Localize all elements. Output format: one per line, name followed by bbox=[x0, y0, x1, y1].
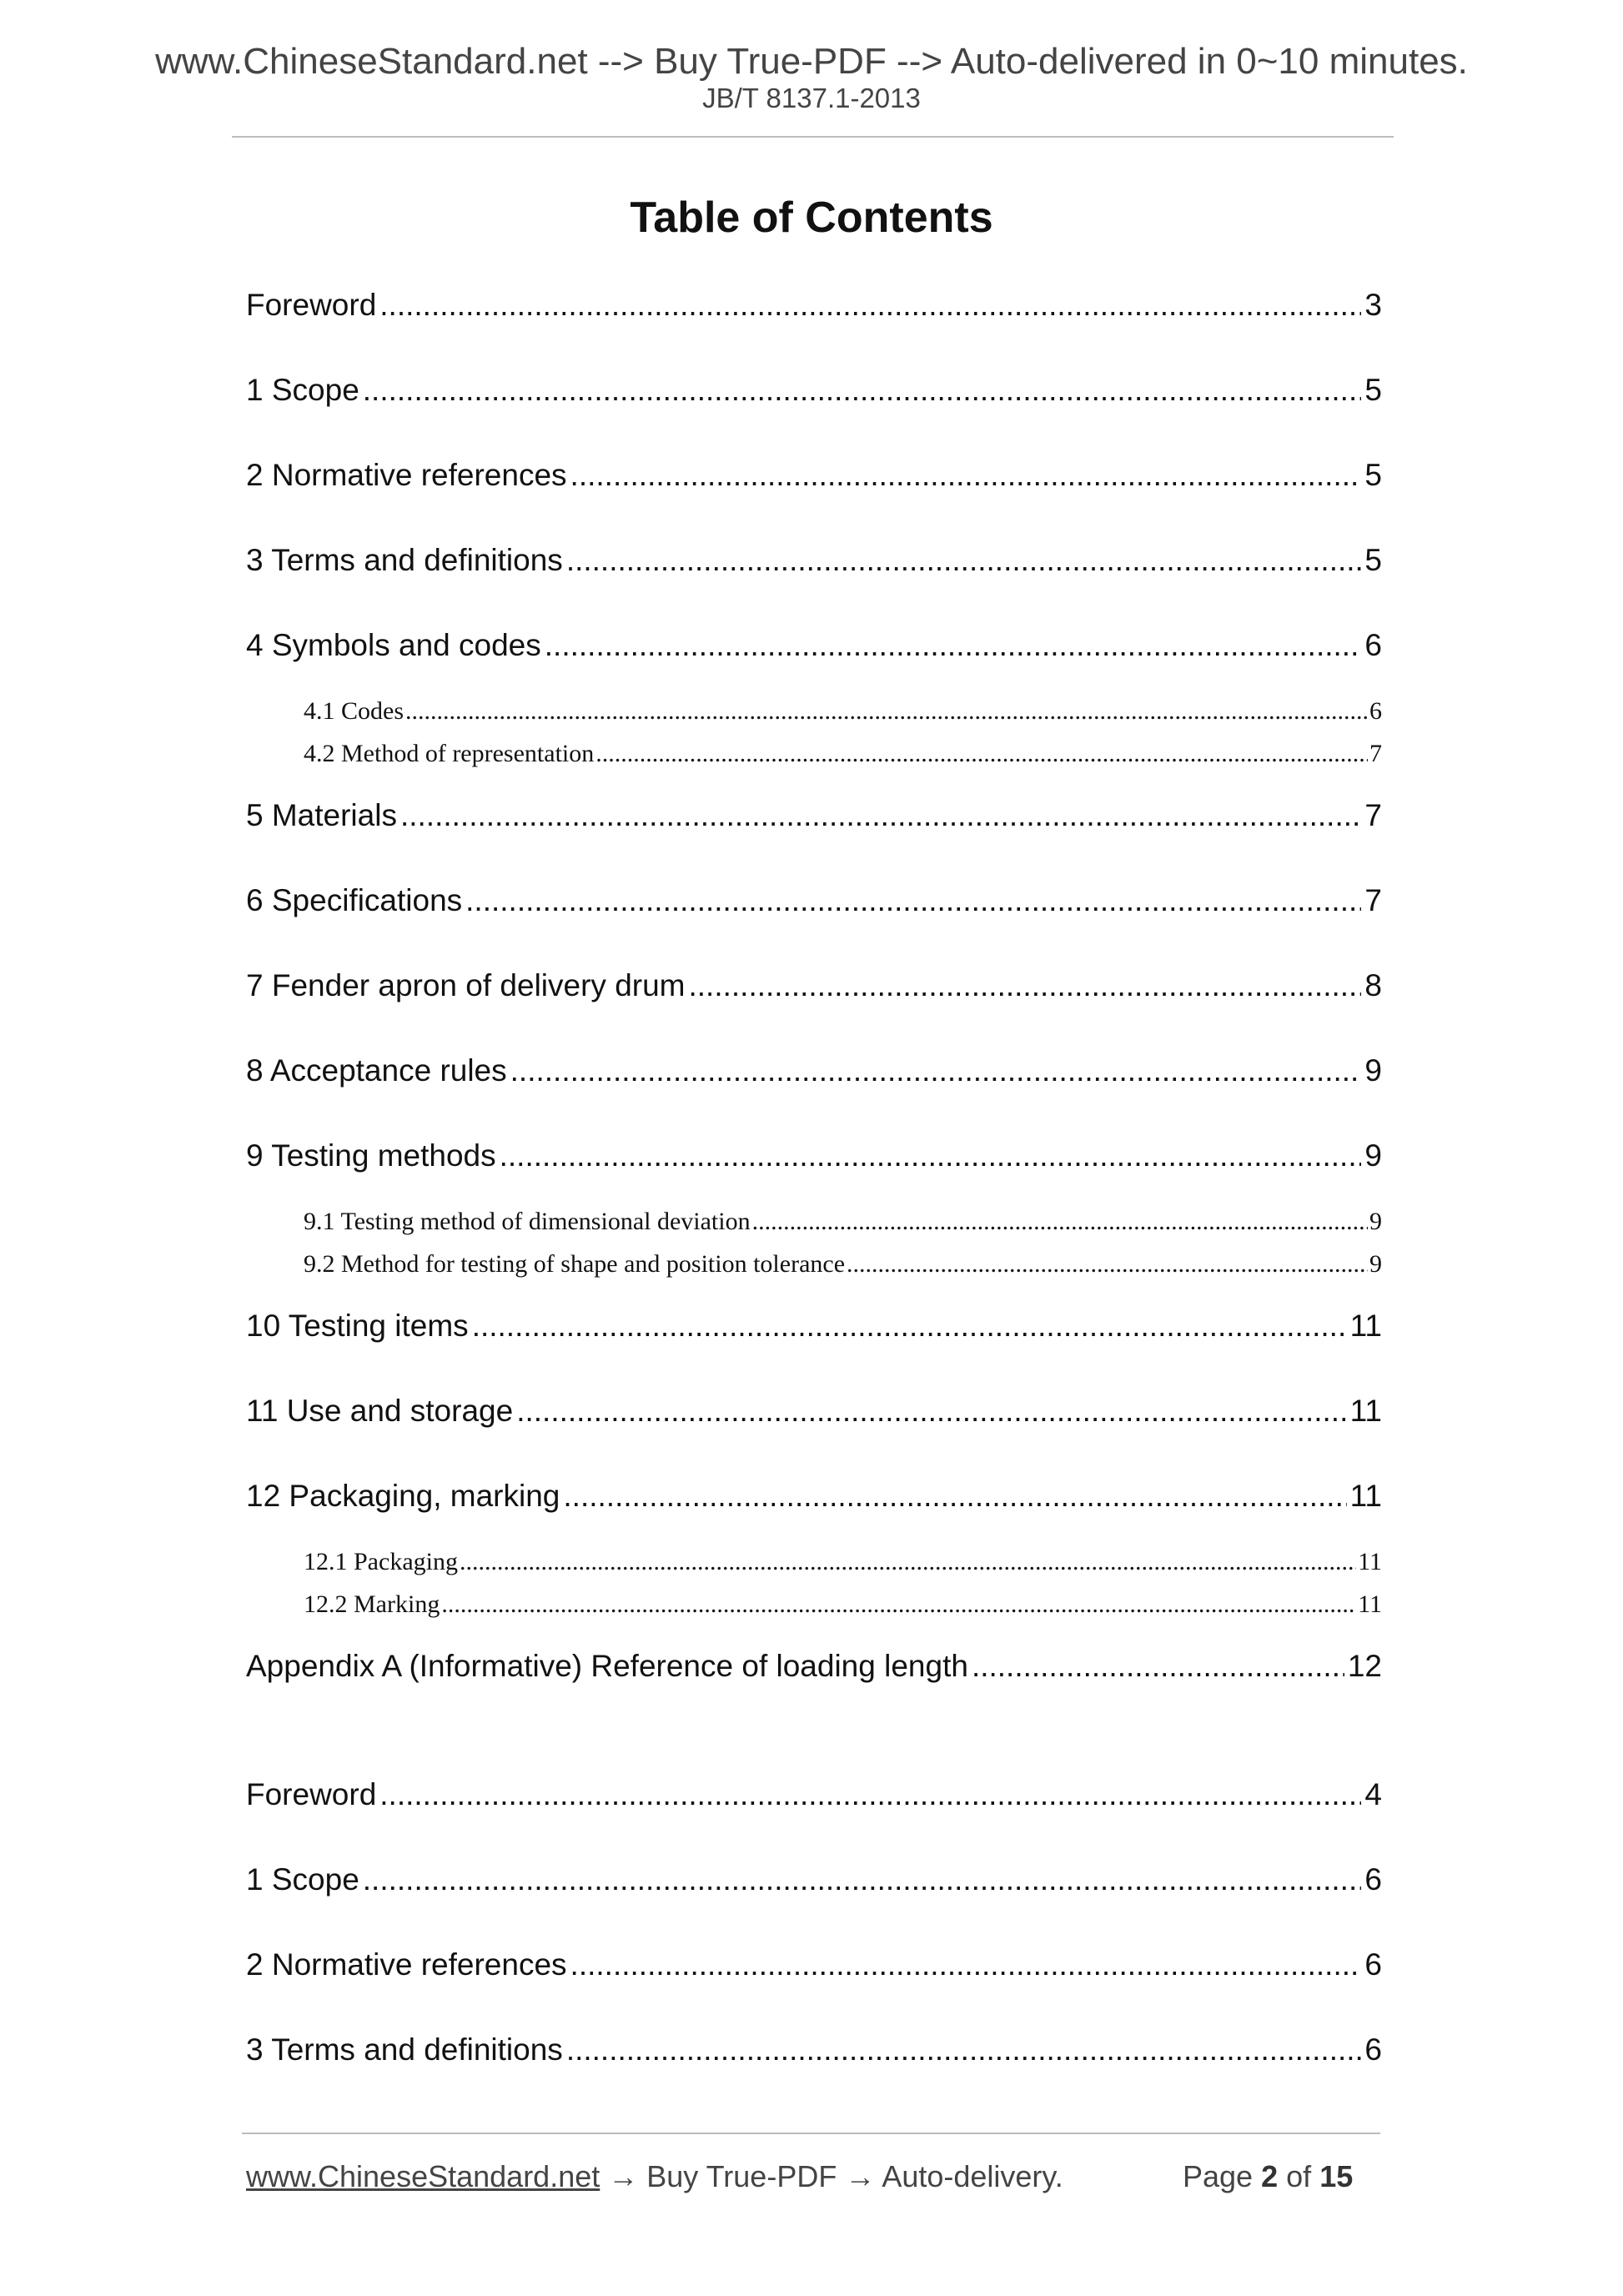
toc-dot-leader bbox=[500, 1138, 1362, 1174]
toc-dot-leader bbox=[400, 797, 1361, 834]
toc-entry[interactable] bbox=[246, 542, 1382, 579]
toc-entry-label: 12.1 Packaging bbox=[304, 1548, 458, 1575]
page-of-word: of bbox=[1286, 2159, 1312, 2193]
toc-entry-label: 12.2 Marking bbox=[304, 1590, 440, 1618]
toc-entry[interactable] bbox=[246, 1648, 1382, 1685]
toc-dot-leader bbox=[847, 1249, 1368, 1279]
toc-entry-label: 9 Testing methods bbox=[246, 1138, 496, 1173]
toc-dot-leader bbox=[752, 1207, 1368, 1237]
toc-entry[interactable] bbox=[246, 457, 1382, 494]
toc-entry-page: 6 bbox=[1364, 2032, 1382, 2067]
toc-entry-page: 6 bbox=[1364, 628, 1382, 662]
toc-entry-label: 4 Symbols and codes bbox=[246, 628, 541, 662]
toc-dot-leader bbox=[689, 967, 1362, 1004]
toc-entry-page: 5 bbox=[1364, 373, 1382, 407]
toc-entry-label: 4.2 Method of representation bbox=[304, 740, 595, 767]
toc-dot-leader bbox=[516, 1393, 1346, 1429]
footer-site-link[interactable]: www.ChineseStandard.net bbox=[246, 2159, 600, 2193]
toc-entry-label: 4.1 Codes bbox=[304, 697, 404, 725]
toc-dot-leader bbox=[441, 1590, 1356, 1620]
toc-dot-leader bbox=[570, 1947, 1362, 1983]
toc-entry-label: 2 Normative references bbox=[246, 1947, 567, 1982]
toc-entry-page: 12 bbox=[1347, 1649, 1382, 1683]
toc-entry-page: 11 bbox=[1349, 1309, 1382, 1343]
toc-entry-page: 6 bbox=[1364, 1862, 1382, 1897]
toc-entry-page: 9 bbox=[1369, 1250, 1382, 1278]
footer-tagline: → Buy True-PDF → Auto-delivery. bbox=[600, 2159, 1063, 2193]
toc-dot-leader bbox=[510, 1053, 1362, 1089]
toc-dot-leader bbox=[570, 457, 1362, 494]
toc-entry-page: 6 bbox=[1369, 697, 1382, 725]
toc-dot-leader bbox=[566, 2032, 1362, 2068]
toc-entry-page: 11 bbox=[1358, 1548, 1382, 1575]
toc-entry-page: 9 bbox=[1364, 1138, 1382, 1173]
toc-entry-label: Foreword bbox=[246, 1777, 377, 1811]
toc-entry-page: 8 bbox=[1364, 968, 1382, 1002]
toc-entry-label: 9.2 Method for testing of shape and position tolerance bbox=[304, 1250, 846, 1278]
page-total: 15 bbox=[1319, 2159, 1354, 2193]
toc-entry-page: 4 bbox=[1364, 1777, 1382, 1811]
toc-entry[interactable] bbox=[246, 627, 1382, 664]
footer-divider bbox=[242, 2133, 1380, 2134]
toc-dot-leader bbox=[379, 287, 1361, 324]
toc-entry[interactable] bbox=[246, 1776, 1382, 1813]
toc-entry[interactable] bbox=[246, 287, 1382, 324]
toc-subentry[interactable] bbox=[304, 1590, 1382, 1620]
toc-entry[interactable] bbox=[246, 1053, 1382, 1089]
toc-entry-page: 11 bbox=[1349, 1479, 1382, 1513]
toc-entry-page: 9 bbox=[1369, 1208, 1382, 1235]
toc-entry-label: 10 Testing items bbox=[246, 1309, 469, 1343]
toc-dot-leader bbox=[379, 1776, 1361, 1813]
toc-entry-page: 11 bbox=[1349, 1394, 1382, 1428]
toc-entry-page: 6 bbox=[1364, 1947, 1382, 1982]
header-divider bbox=[232, 136, 1394, 138]
toc-dot-leader bbox=[563, 1478, 1346, 1515]
toc-entry-label: 2 Normative references bbox=[246, 458, 567, 492]
toc-entry[interactable] bbox=[246, 1308, 1382, 1344]
toc-dot-leader bbox=[972, 1648, 1344, 1685]
toc-dot-leader bbox=[460, 1547, 1356, 1577]
toc-entry-label: 9.1 Testing method of dimensional deviation bbox=[304, 1208, 751, 1235]
toc-subentry[interactable] bbox=[304, 1249, 1382, 1279]
toc-dot-leader bbox=[566, 542, 1362, 579]
toc-entry[interactable] bbox=[246, 882, 1382, 919]
toc-dot-leader bbox=[363, 1861, 1362, 1898]
toc-entry[interactable] bbox=[246, 2032, 1382, 2068]
toc-entry-label: 11 Use and storage bbox=[246, 1394, 514, 1428]
toc-entry-page: 7 bbox=[1364, 883, 1382, 917]
toc-entry-label: 3 Terms and definitions bbox=[246, 543, 563, 577]
toc-entry-page: 11 bbox=[1358, 1590, 1382, 1618]
toc-entry[interactable] bbox=[246, 1478, 1382, 1515]
toc-dot-leader bbox=[472, 1308, 1347, 1344]
toc-entry-page: 7 bbox=[1364, 798, 1382, 832]
page-current: 2 bbox=[1261, 2159, 1279, 2193]
toc-dot-leader bbox=[465, 882, 1361, 919]
toc-entry-page: 3 bbox=[1364, 288, 1382, 322]
toc-entry-label: 3 Terms and definitions bbox=[246, 2032, 563, 2067]
standard-code: JB/T 8137.1-2013 bbox=[702, 83, 921, 113]
toc-entry-page: 7 bbox=[1369, 740, 1382, 767]
toc-entry-label: Appendix A (Informative) Reference of loading length bbox=[246, 1649, 968, 1683]
page-word: Page bbox=[1183, 2159, 1254, 2193]
toc-entry-page: 5 bbox=[1364, 458, 1382, 492]
toc-subentry[interactable] bbox=[304, 1207, 1382, 1237]
toc-entry[interactable] bbox=[246, 1947, 1382, 1983]
toc-entry[interactable] bbox=[246, 372, 1382, 409]
toc-entry-label: 8 Acceptance rules bbox=[246, 1053, 507, 1088]
toc-entry-page: 9 bbox=[1364, 1053, 1382, 1088]
toc-dot-leader bbox=[595, 739, 1368, 769]
toc-dot-leader bbox=[405, 696, 1368, 726]
toc-entry[interactable] bbox=[246, 1393, 1382, 1429]
toc-subentry[interactable] bbox=[304, 696, 1382, 726]
toc-subentry[interactable] bbox=[304, 739, 1382, 769]
toc-entry[interactable] bbox=[246, 797, 1382, 834]
toc-entry[interactable] bbox=[246, 967, 1382, 1004]
header-banner: www.ChineseStandard.net --> Buy True-PDF --> Auto-delivered in 0~10 minutes. bbox=[155, 41, 1468, 82]
toc-dot-leader bbox=[363, 372, 1362, 409]
toc-entry-label: 1 Scope bbox=[246, 1862, 359, 1897]
toc-entry[interactable] bbox=[246, 1138, 1382, 1174]
toc-entry-label: 7 Fender apron of delivery drum bbox=[246, 968, 686, 1002]
footer-promo bbox=[246, 2158, 1063, 2195]
toc-dot-leader bbox=[545, 627, 1362, 664]
toc-entry-label: 12 Packaging, marking bbox=[246, 1479, 560, 1513]
toc-entry-label: Foreword bbox=[246, 288, 377, 322]
toc-entry-label: 6 Specifications bbox=[246, 883, 463, 917]
toc-subentry[interactable] bbox=[304, 1547, 1382, 1577]
toc-entry-label: 1 Scope bbox=[246, 373, 359, 407]
toc-entry-label: 5 Materials bbox=[246, 798, 397, 832]
toc-entry-page: 5 bbox=[1364, 543, 1382, 577]
toc-entry[interactable] bbox=[246, 1861, 1382, 1898]
page-indicator bbox=[1183, 2158, 1353, 2195]
toc-title: Table of Contents bbox=[630, 193, 993, 242]
